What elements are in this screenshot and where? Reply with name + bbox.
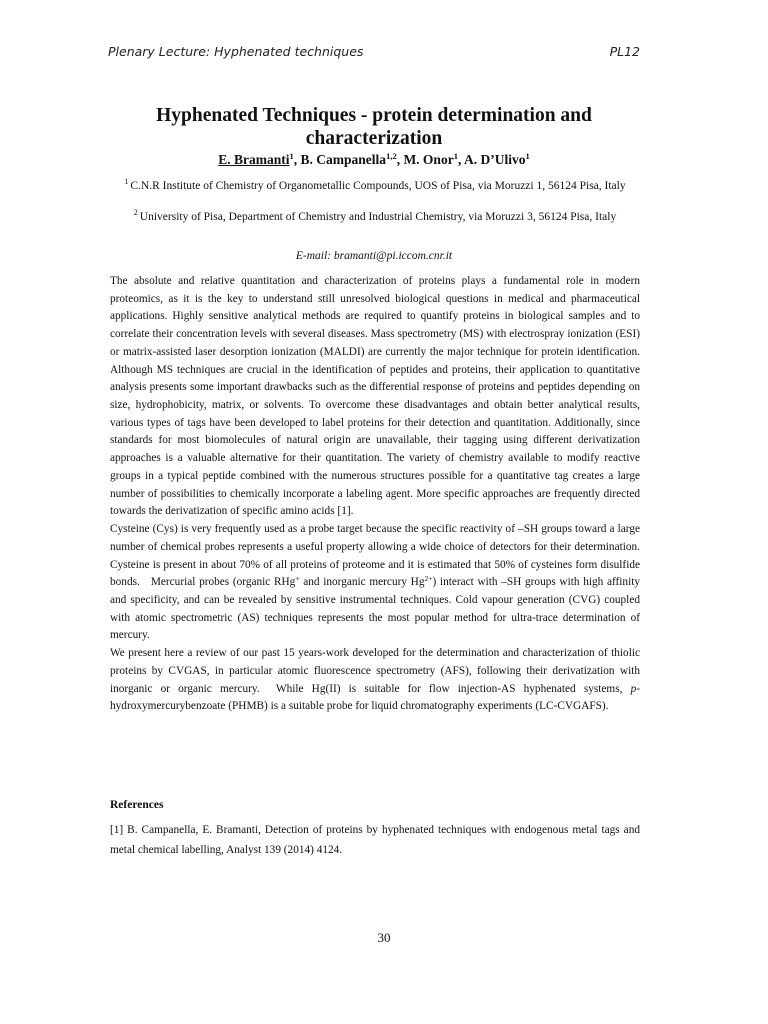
author-name: A. D’Ulivo xyxy=(463,152,526,167)
author-separator: , xyxy=(457,152,464,167)
running-header xyxy=(108,44,640,62)
affiliation-text: C.N.R Institute of Chemistry of Organometallic Compounds, UOS of Pisa, via Moruzzi 1, 56124 Pisa, Italy xyxy=(130,180,626,192)
author-separator: , xyxy=(396,152,404,167)
author xyxy=(464,152,530,167)
author xyxy=(301,152,397,167)
affiliation-text: University of Pisa, Department of Chemistry and Industrial Chemistry, via Moruzzi 3, 56124 Pisa, Italy xyxy=(139,211,617,223)
paragraph-text: ) interact with –SH groups with high affinity and specificity, and can be revealed by sensitive instrumental techniques. Cold vapour generation (CVG) coupled with atomic spectrometric (AS) techniques represents the most popular method for ultra-trace determination of mercury. xyxy=(110,576,641,642)
page-number: 30 xyxy=(377,930,391,945)
reference-list xyxy=(110,820,640,860)
author-name: E. Bramanti xyxy=(218,152,290,167)
author-affiliation-mark: 1 xyxy=(525,151,530,161)
affiliation xyxy=(110,210,640,226)
paragraph-text: -hydroxymercurybenzoate (PHMB) is a suitable probe for liquid chromatography experiments (LC-CVGAFS). xyxy=(110,682,640,713)
author-affiliation-mark: 1,2 xyxy=(386,151,397,161)
abstract-paragraph xyxy=(110,521,640,645)
reference-item: [1] B. Campanella, E. Bramanti, Detection of proteins by hyphenated techniques with endogenous metal tags and metal chemical labelling, Analyst 139 (2014) 4124. xyxy=(110,824,640,856)
header-title: Plenary Lecture: Hyphenated techniques xyxy=(108,44,364,59)
author-separator: , xyxy=(293,152,301,167)
author-name: M. Onor xyxy=(403,152,454,167)
charge-superscript: + xyxy=(295,574,300,584)
affiliation xyxy=(110,179,640,195)
affiliation-number: 2 xyxy=(133,208,138,217)
abstract-body xyxy=(110,273,640,716)
italic-prefix: p xyxy=(630,682,637,695)
header-code: PL12 xyxy=(609,44,640,59)
abstract-paragraph xyxy=(110,645,640,716)
charge-superscript: 2+ xyxy=(424,574,433,584)
author-affiliation-mark: 1 xyxy=(289,151,294,161)
paragraph-text: and inorganic mercury Hg xyxy=(299,576,425,589)
author xyxy=(218,152,294,167)
contact-email: E-mail: bramanti@pi.iccom.cnr.it xyxy=(295,250,453,262)
references-heading: References xyxy=(110,799,164,811)
author-name: B. Campanella xyxy=(300,152,387,167)
paper-title: Hyphenated Techniques - protein determination and characterization xyxy=(156,105,592,149)
author-list xyxy=(108,151,640,169)
affiliation-number: 1 xyxy=(124,177,129,186)
paragraph-text: Cysteine (Cys) is very frequently used as a probe target because the specific reactivity of –SH groups toward a large number of chemical probes represents a useful property allowing a wide choice of detectors for their determination. Cysteine is present in about 70% of all proteins of proteome and it is estimated that 50% of cysteines form disulfide bonds. Mercurial probes (organic RHg xyxy=(110,523,640,589)
author-affiliation-mark: 1 xyxy=(453,151,458,161)
abstract-paragraph: The absolute and relative quantitation and characterization of proteins plays a fundamental role in modern proteomics, as it is the key to understand still unresolved biological questions in medical and pharmaceutical applications. Highly sensitive analytical methods are required to quantify proteins in biological samples and to correlate their concentration levels with several diseases. Mass spectrometry (MS) with electrospray ionization (ESI) or matrix-assisted laser desorption ionization (MALDI) are currently the major technique for protein identification. Although MS techniques are crucial in the identification of peptides and proteins, their application to quantitative analysis presents some important drawbacks such as the differential response of proteins and peptides depending on size, hydrophobicity, matrix, or solvents. To overcome these disadvantages and obtain better analytical results, various types of tags have been developed to label proteins for their detection and quantitation. Additionally, since standards for most biomolecules of natural origin are unavailable, their tagging using different derivatization approaches is a valuable alternative for their quantitation. The variety of chemistry available to modify reactive groups in a typical peptide combined with the numerous structures possible for a quantitative tag creates a large number of possibilities to chemically incorporate a labeling agent. More specific approaches are frequently directed towards the derivatization of specific amino acids [1]. xyxy=(110,275,640,518)
paragraph-text: We present here a review of our past 15 years-work developed for the determination and characterization of thiolic proteins by CVGAS, in particular atomic fluorescence spectrometry (AFS), following their derivatization with inorganic or organic mercury. While Hg(II) is suitable for flow injection-AS hyphenated systems, xyxy=(110,647,640,695)
author xyxy=(403,152,458,167)
